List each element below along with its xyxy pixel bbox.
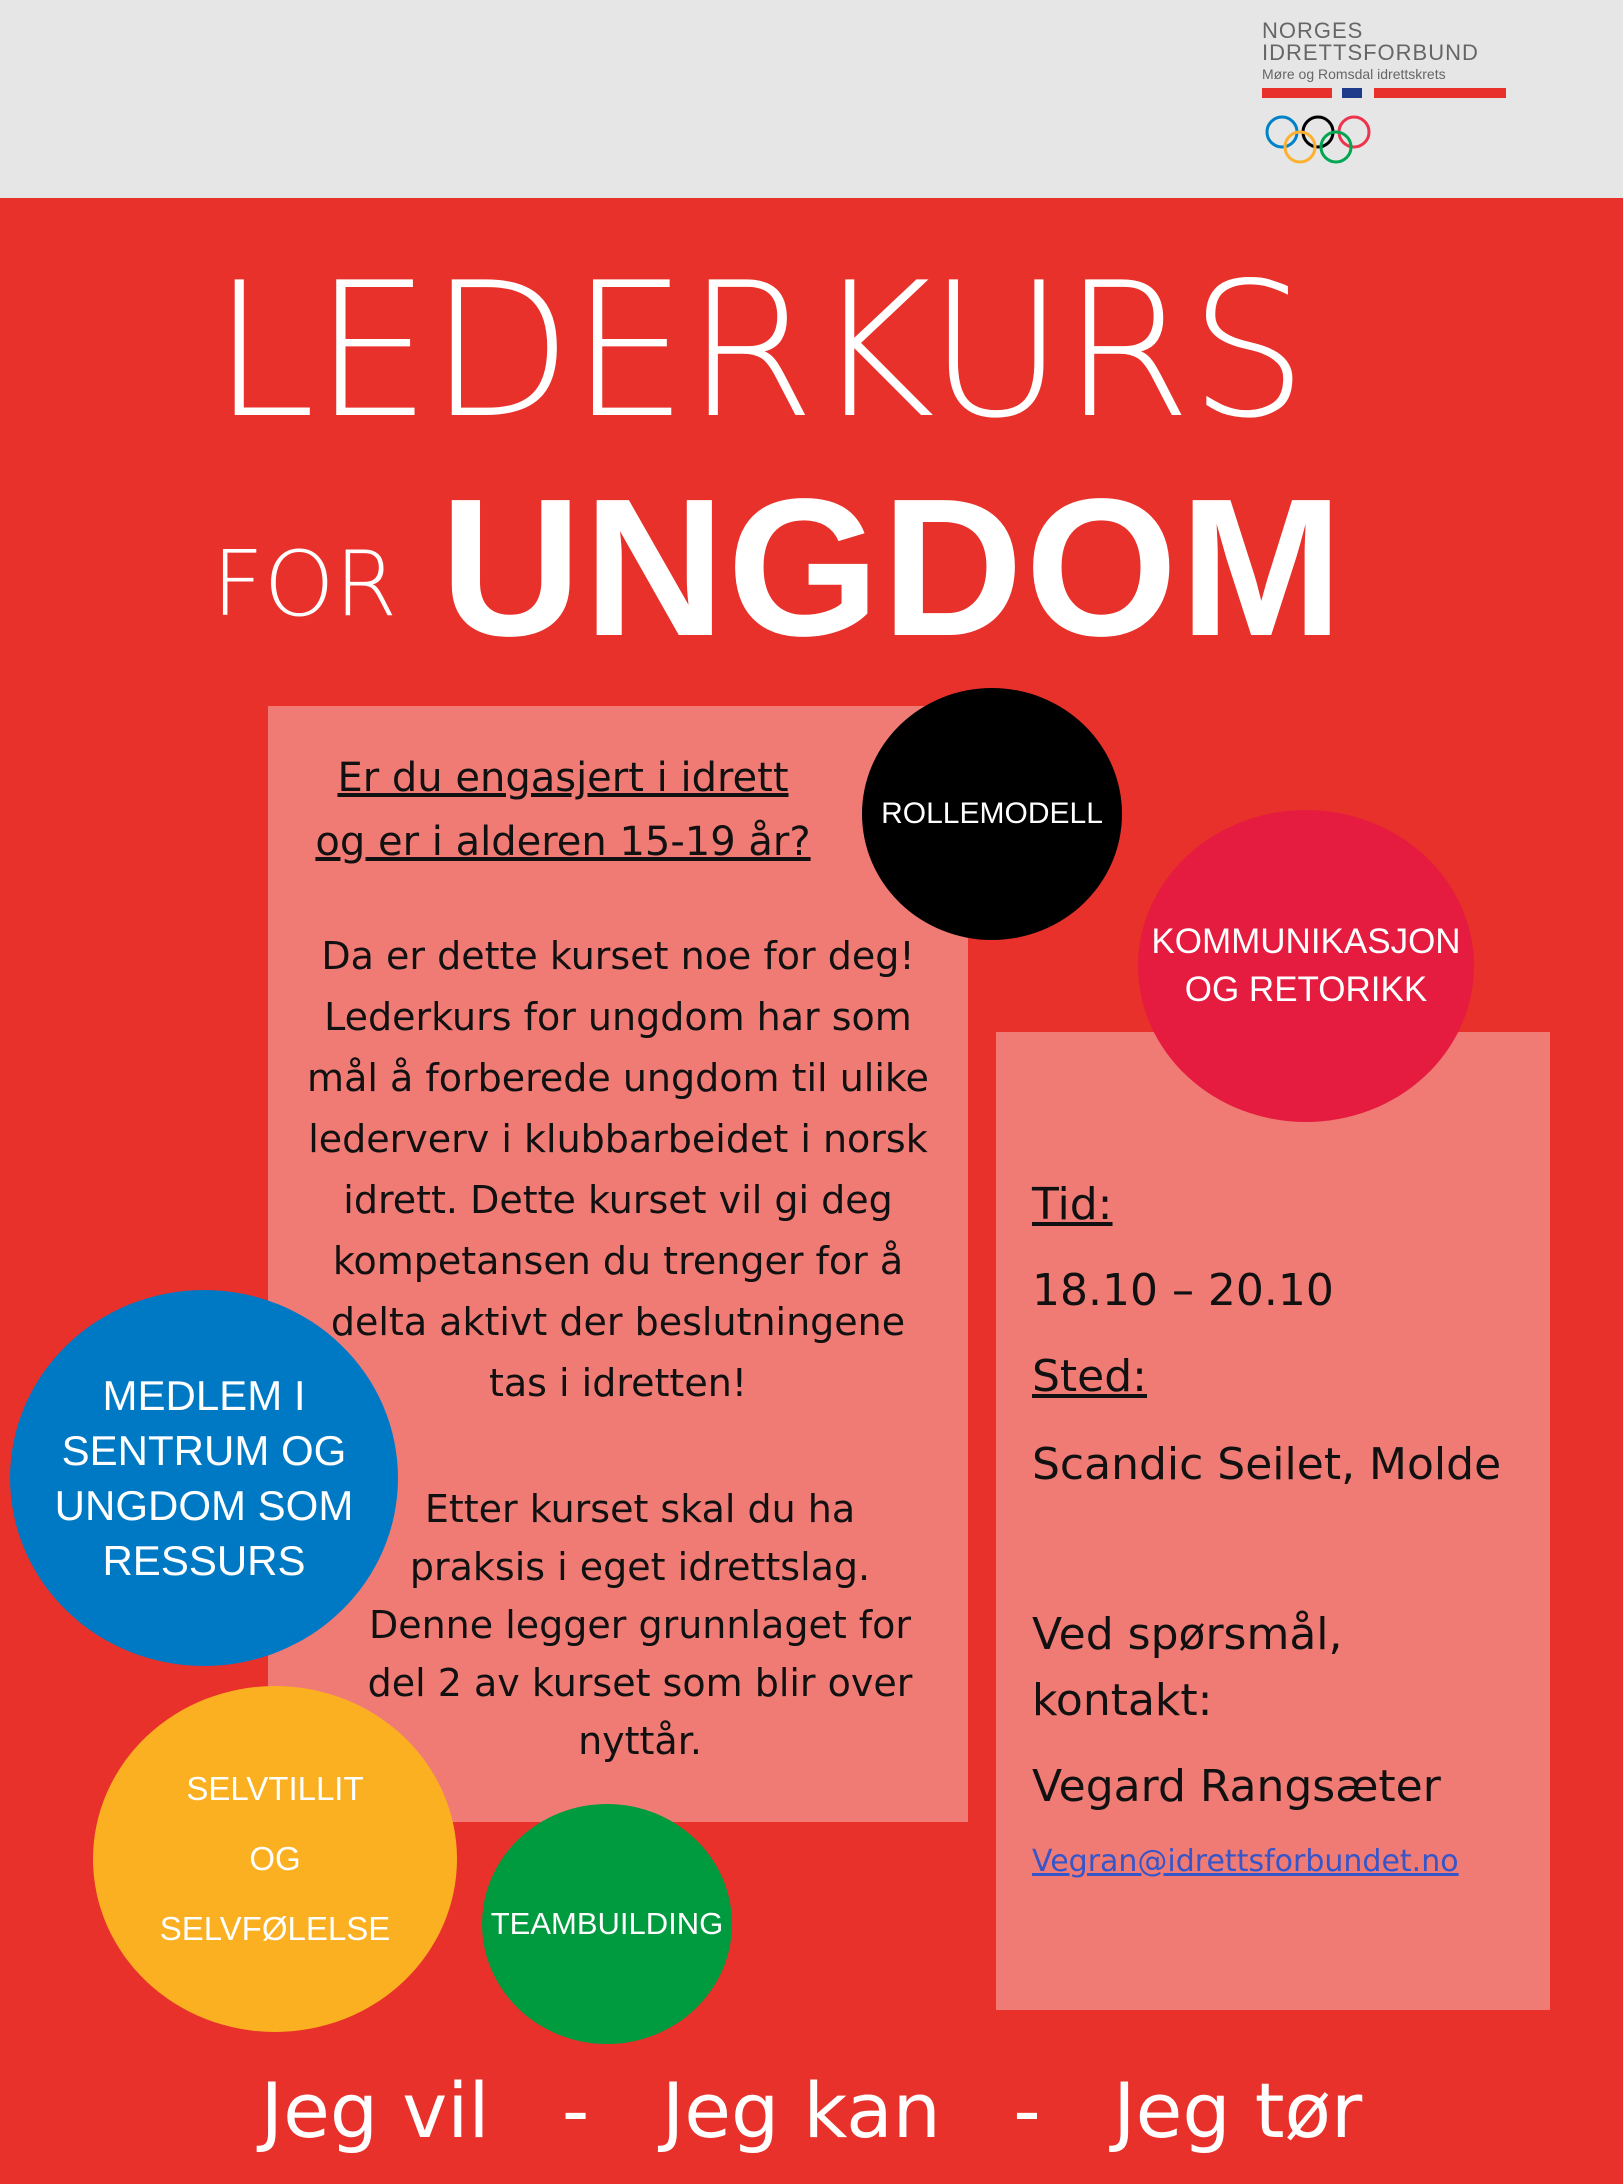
body-line: nyttår. bbox=[578, 1719, 702, 1763]
circle-label: ROLLEMODELL bbox=[881, 797, 1103, 830]
description-text bbox=[268, 926, 968, 1414]
logo-flag-bar bbox=[1262, 88, 1506, 100]
circle-label: TEAMBUILDING bbox=[490, 1906, 724, 1941]
header-bar bbox=[0, 0, 1623, 198]
body-line: Lederkurs for ungdom har som bbox=[324, 995, 912, 1039]
circle-label: UNGDOM SOM bbox=[54, 1482, 354, 1529]
logo-line-3: Møre og Romsdal idrettskrets bbox=[1262, 66, 1446, 82]
contact-line-1: Ved spørsmål, bbox=[1032, 1609, 1343, 1660]
body-line: del 2 av kurset som blir over bbox=[367, 1661, 913, 1705]
circle-label: SELVTILLIT bbox=[186, 1770, 364, 1807]
contact-name: Vegard Rangsæter bbox=[1032, 1761, 1441, 1812]
time-label: Tid: bbox=[1032, 1179, 1113, 1230]
circle-teambuilding bbox=[482, 1804, 732, 2044]
circle-rollemodell bbox=[862, 688, 1122, 940]
title-for: FOR bbox=[212, 532, 398, 637]
question-line-1: Er du engasjert i idrett bbox=[337, 755, 789, 801]
intro-question bbox=[268, 746, 858, 874]
body-line: mål å forberede ungdom til ulike bbox=[307, 1056, 929, 1100]
title-lederkurs: LEDERKURS bbox=[212, 242, 1306, 459]
circle-label: RESSURS bbox=[102, 1537, 306, 1584]
body-line: Denne legger grunnlaget for bbox=[368, 1603, 912, 1647]
body-line: lederverv i klubbarbeidet i norsk bbox=[308, 1117, 928, 1161]
time-value: 18.10 – 20.10 bbox=[1032, 1265, 1334, 1316]
place-label: Sted: bbox=[1032, 1351, 1148, 1402]
body-line: kompetansen du trenger for å bbox=[332, 1239, 904, 1283]
circle-label: SELVFØLELSE bbox=[159, 1910, 391, 1947]
body-line: idrett. Dette kurset vil gi deg bbox=[343, 1178, 893, 1222]
logo-line-2: IDRETTSFORBUND bbox=[1262, 40, 1479, 65]
place-value: Scandic Seilet, Molde bbox=[1032, 1439, 1502, 1490]
circle-selvtillit bbox=[93, 1686, 457, 2032]
circle-label: SENTRUM OG bbox=[61, 1427, 347, 1474]
body-line: Etter kurset skal du ha bbox=[424, 1487, 856, 1531]
practice-text bbox=[320, 1480, 960, 1770]
logo-line-1: NORGES bbox=[1262, 18, 1364, 43]
circle-label: KOMMUNIKASJON bbox=[1151, 922, 1461, 961]
circle-label: OG RETORIKK bbox=[1184, 970, 1428, 1009]
body-line: praksis i eget idrettslag. bbox=[409, 1545, 871, 1589]
question-line-2: og er i alderen 15-19 år? bbox=[315, 819, 811, 865]
body-line: tas i idretten! bbox=[488, 1361, 748, 1405]
circle-medlem bbox=[10, 1290, 398, 1666]
slogan: Jeg vil - Jeg kan - Jeg tør bbox=[260, 2066, 1363, 2155]
circle-label: MEDLEM I bbox=[102, 1372, 306, 1419]
olympic-rings-icon bbox=[1264, 114, 1374, 166]
body-line: Da er dette kurset noe for deg! bbox=[321, 934, 915, 978]
contact-line-2: kontakt: bbox=[1032, 1675, 1213, 1726]
nif-logo bbox=[1262, 20, 1512, 170]
circle-label: OG bbox=[249, 1840, 301, 1877]
circle-kommunikasjon bbox=[1138, 810, 1474, 1122]
title-ungdom: UNGDOM bbox=[440, 458, 1345, 677]
body-line: delta aktivt der beslutningene bbox=[330, 1300, 906, 1344]
contact-email-link[interactable]: Vegran@idrettsforbundet.no bbox=[1032, 1844, 1459, 1879]
